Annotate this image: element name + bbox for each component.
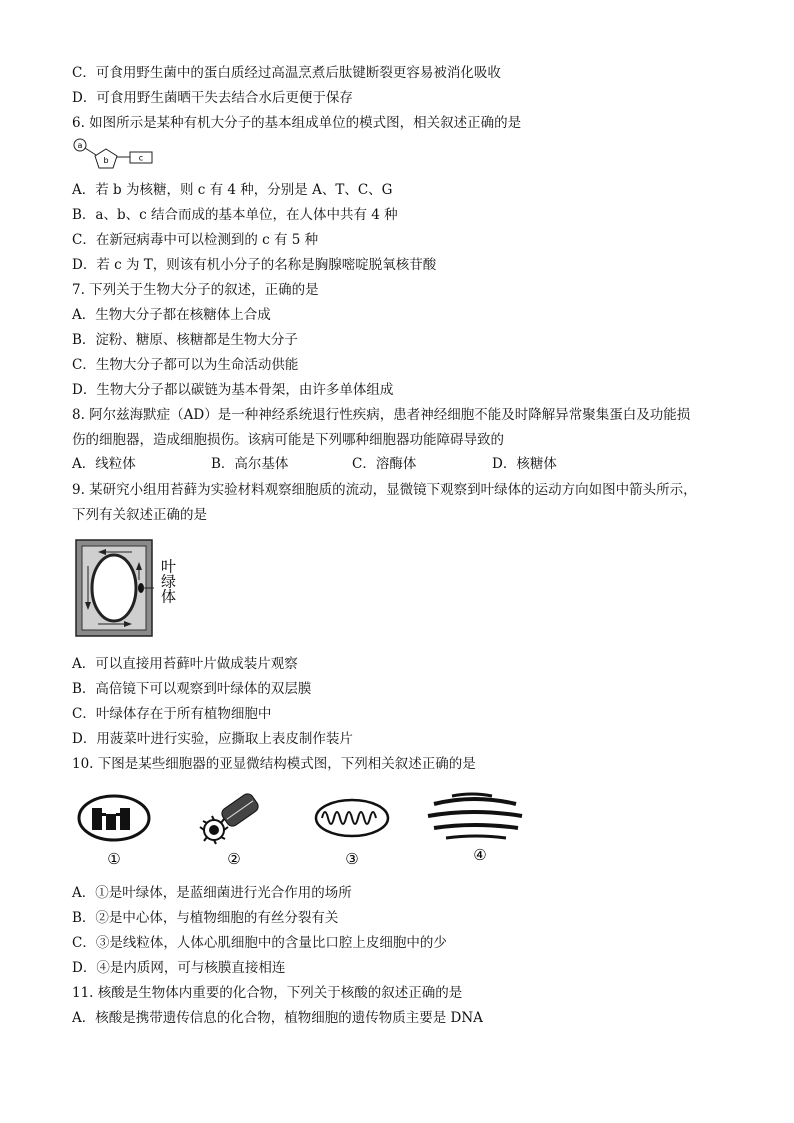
figure-label-1: ① [107, 850, 121, 868]
q9-option-b: B．高倍镜下可以观察到叶绿体的双层膜 [72, 681, 312, 697]
figure-label-4: ④ [473, 846, 487, 864]
q9-option-d: D．用菠菜叶进行实验，应撕取上表皮制作装片 [72, 731, 353, 747]
q7-option-d: D．生物大分子都以碳链为基本骨架，由许多单体组成 [72, 382, 394, 398]
q8-option-d: D．核糖体 [492, 456, 557, 472]
q8-stem-1: 8. 阿尔兹海默症（AD）是一种神经系统退行性疾病，患者神经细胞不能及时降解异常聚集蛋白及功能损 [72, 407, 691, 423]
label-c: c [138, 153, 144, 163]
q7-option-b: B．淀粉、糖原、核糖都是生物大分子 [72, 332, 298, 348]
q11-option-a: A．核酸是携带遗传信息的化合物，植物细胞的遗传物质主要是 DNA [72, 1010, 483, 1026]
q7-stem: 7. 下列关于生物大分子的叙述，正确的是 [72, 282, 319, 298]
q6-option-c: C．在新冠病毒中可以检测到的 c 有 5 种 [72, 232, 319, 248]
label-b: b [103, 156, 109, 165]
q5-option-c: C．可食用野生菌中的蛋白质经过高温烹煮后肽键断裂更容易被消化吸收 [72, 65, 501, 81]
chloroplast-label: 叶绿体 [159, 558, 177, 604]
q10-stem: 10. 下图是某些细胞器的亚显微结构模式图，下列相关叙述正确的是 [72, 756, 476, 772]
label-a: a [77, 141, 83, 150]
q8-option-c: C．溶酶体 [352, 456, 417, 472]
q10-option-d: D．④是内质网，可与核膜直接相连 [72, 960, 286, 976]
q10-option-b: B．②是中心体，与植物细胞的有丝分裂有关 [72, 910, 339, 926]
q8-stem-2: 伤的细胞器，造成细胞损伤。该病可能是下列哪种细胞器功能障碍导致的 [72, 432, 504, 448]
moss-cell-diagram [72, 536, 192, 640]
q7-option-a: A．生物大分子都在核糖体上合成 [72, 307, 271, 323]
q8-option-a: A．线粒体 [72, 456, 136, 472]
q11-stem: 11. 核酸是生物体内重要的化合物，下列关于核酸的叙述正确的是 [72, 985, 463, 1001]
q6-stem: 6. 如图所示是某种有机大分子的基本组成单位的模式图，相关叙述正确的是 [72, 115, 522, 131]
q10-option-c: C．③是线粒体，人体心肌细胞中的含量比口腔上皮细胞中的少 [72, 935, 447, 951]
q8-option-b: B．高尔基体 [211, 456, 289, 472]
nucleotide-diagram [72, 137, 162, 173]
q6-option-b: B．a、b、c 结合而成的基本单位，在人体中共有 4 种 [72, 207, 398, 223]
q9-stem-1: 9. 某研究小组用苔藓为实验材料观察细胞质的流动，显微镜下观察到叶绿体的运动方向如图中箭头所示， [72, 482, 697, 498]
centriole-figure [200, 791, 260, 868]
q6-option-a: A．若 b 为核糖，则 c 有 4 种，分别是 A、T、C、G [72, 182, 393, 198]
mitochondrion-figure [316, 800, 388, 868]
q9-option-c: C．叶绿体存在于所有植物细胞中 [72, 706, 272, 722]
q9-stem-2: 下列有关叙述正确的是 [72, 507, 207, 523]
q10-option-a: A．①是叶绿体，是蓝细菌进行光合作用的场所 [72, 885, 352, 901]
q6-option-d: D．若 c 为 T，则该有机小分子的名称是胸腺嘧啶脱氧核苷酸 [72, 257, 437, 273]
q7-option-c: C．生物大分子都可以为生命活动供能 [72, 357, 299, 373]
figure-label-3: ③ [345, 850, 359, 868]
q9-option-a: A．可以直接用苔藓叶片做成装片观察 [72, 656, 298, 672]
q5-option-d: D．可食用野生菌晒干失去结合水后更便于保存 [72, 90, 353, 106]
er-figure [428, 794, 522, 864]
figure-label-2: ② [227, 850, 241, 868]
chloroplast-figure [79, 796, 149, 868]
organelle-figures [72, 786, 532, 870]
